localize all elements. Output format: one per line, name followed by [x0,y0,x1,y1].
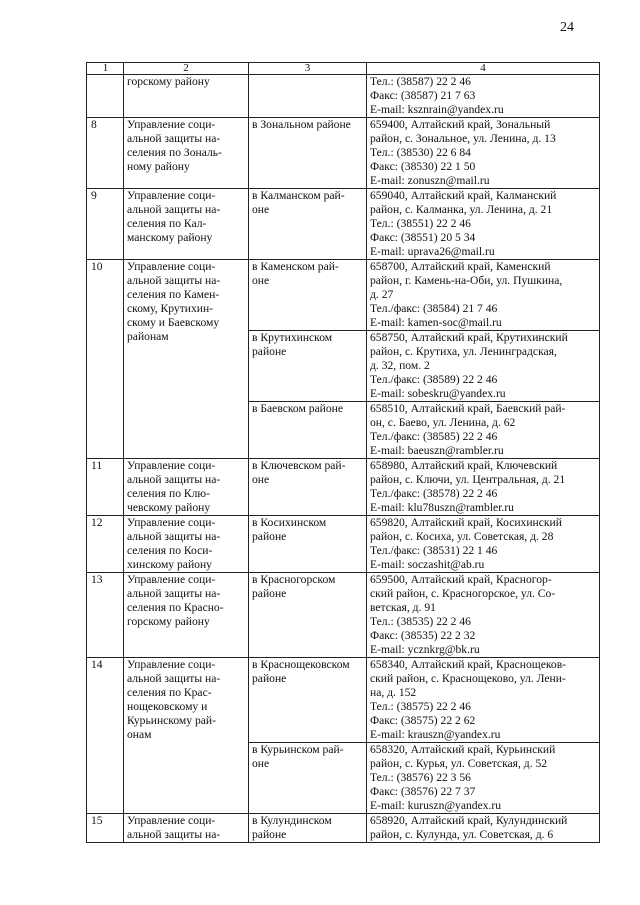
contact-info-line: район, с. Зональное, ул. Ленина, д. 13 [370,132,556,145]
contact-info-line: 659820, Алтайский край, Косихинский [370,516,562,529]
table-body [87,63,600,843]
district-cell [249,743,367,814]
organization-line: селения по Крас- [127,686,212,699]
row-number-cell: 12 [87,516,124,573]
column-number-header-row [87,63,600,75]
contact-info-line: E-mail: baeuszn@rambler.ru [370,444,504,457]
contact-info-line: 658700, Алтайский край, Каменский [370,260,551,273]
district-line: в Кулундинском [252,814,332,827]
contact-info-cell [367,260,600,331]
organization-line: селения по Клю- [127,487,210,500]
contact-info-line: E-mail: zonuszn@mail.ru [370,174,490,187]
contact-info-line: район, с. Кулунда, ул. Советская, д. 6 [370,828,554,841]
contact-info-line: Тел.: (38576) 22 3 56 [370,771,471,784]
district-cell [249,331,367,402]
organization-line: альной защиты на- [127,587,221,600]
organization-cell [124,516,249,573]
organization-line: Управление соци- [127,658,216,671]
organization-line: нощековскому и [127,700,208,713]
organization-line: селения по Красно- [127,601,224,614]
district-cell [249,658,367,743]
contact-info-line: Тел.: (38535) 22 2 46 [370,615,471,628]
contact-info-line: Тел./факс: (38584) 21 7 46 [370,302,498,315]
organization-line: альной защиты на- [127,132,221,145]
organization-cell [124,75,249,118]
contact-info-line: район, с. Косиха, ул. Советская, д. 28 [370,530,554,543]
contact-info-cell [367,814,600,843]
table-row [87,118,600,189]
district-line: в Косихинском [252,516,327,529]
row-number-cell: 14 [87,658,124,814]
district-line: в Калманском рай- [252,189,345,202]
organization-cell [124,260,249,459]
contact-info-line: Факс: (38587) 21 7 63 [370,89,476,102]
contact-info-line: Тел./факс: (38578) 22 2 46 [370,487,498,500]
table-row [87,260,600,331]
table-row [87,75,600,118]
organization-line: хинскому району [127,558,212,571]
organization-line: Управление соци- [127,516,216,529]
district-line: в Краснощековском [252,658,350,671]
district-line: районе [252,587,287,600]
contact-info-cell [367,573,600,658]
table-row [87,459,600,516]
district-line: районе [252,530,287,543]
contact-info-line: 659040, Алтайский край, Калманский [370,189,557,202]
contact-info-line: Тел.: (38551) 22 2 46 [370,217,471,230]
organization-line: манскому району [127,231,213,244]
row-number-cell [87,75,124,118]
organization-line: Управление соци- [127,118,216,131]
organization-line: селения по Камен- [127,288,220,301]
district-line: районе [252,828,287,841]
organization-cell [124,573,249,658]
organization-cell [124,814,249,843]
organization-line: селения по Коси- [127,544,213,557]
contact-info-line: 659500, Алтайский край, Красногор- [370,573,552,586]
contact-info-line: E-mail: krauszn@yandex.ru [370,728,501,741]
contact-info-cell [367,743,600,814]
organization-line: Управление соци- [127,260,216,273]
table-row [87,516,600,573]
contact-info-cell [367,658,600,743]
district-line: в Ключевском рай- [252,459,346,472]
organization-cell [124,658,249,814]
column-number-4: 4 [367,63,600,75]
contact-info-line: E-mail: kuruszn@yandex.ru [370,799,502,812]
organization-line: Управление соци- [127,189,216,202]
contact-info-line: д. 27 [370,288,394,301]
contact-info-line: Тел./факс: (38585) 22 2 46 [370,430,498,443]
row-number-cell: 8 [87,118,124,189]
contact-info-line: 658510, Алтайский край, Баевский рай- [370,402,566,415]
district-line: в Крутихинском [252,331,333,344]
contact-info-line: ветская, д. 91 [370,601,436,614]
district-cell [249,814,367,843]
contact-info-cell [367,75,600,118]
organization-line: районам [127,330,169,343]
contact-info-line: E-mail: kamen-soc@mail.ru [370,316,502,329]
contact-info-line: ский район, с. Краснощеково, ул. Лени- [370,672,566,685]
district-line: районе [252,345,287,358]
organization-line: Управление соци- [127,459,216,472]
contact-info-cell [367,331,600,402]
district-line: в Зональном районе [252,118,351,131]
social-protection-offices-table [86,62,600,843]
contact-info-line: Факс: (38551) 20 5 34 [370,231,476,244]
contact-info-line: он, с. Баево, ул. Ленина, д. 62 [370,416,516,429]
district-line: в Курьинском рай- [252,743,344,756]
organization-line: Управление соци- [127,814,216,827]
district-cell [249,189,367,260]
row-number-cell: 10 [87,260,124,459]
district-cell [249,516,367,573]
contact-info-line: 658320, Алтайский край, Курьинский [370,743,556,756]
organization-line: альной защиты на- [127,828,221,841]
contact-info-line: E-mail: ksznrain@yandex.ru [370,103,504,116]
contact-info-line: Тел./факс: (38589) 22 2 46 [370,373,498,386]
contact-info-line: 659400, Алтайский край, Зональный [370,118,551,131]
district-cell [249,402,367,459]
contact-info-line: E-mail: sobeskru@yandex.ru [370,387,506,400]
contact-info-line: Тел./факс: (38531) 22 1 46 [370,544,498,557]
district-cell [249,459,367,516]
contact-info-line: Тел.: (38587) 22 2 46 [370,75,471,88]
row-number-cell: 13 [87,573,124,658]
organization-line: альной защиты на- [127,473,221,486]
table-row [87,189,600,260]
organization-line: горскому району [127,615,210,628]
district-cell [249,260,367,331]
organization-line: ному району [127,160,190,173]
organization-cell [124,118,249,189]
district-line: оне [252,203,270,216]
organization-line: онам [127,728,152,741]
table-row [87,814,600,843]
district-cell [249,118,367,189]
organization-line: скому и Баевскому [127,316,220,329]
row-number-cell: 9 [87,189,124,260]
contact-info-line: на, д. 152 [370,686,417,699]
row-number-cell: 15 [87,814,124,843]
organization-line: селения по Зональ- [127,146,222,159]
organization-line: селения по Кал- [127,217,207,230]
district-line: оне [252,757,270,770]
contact-info-line: Тел.: (38575) 22 2 46 [370,700,471,713]
column-number-2: 2 [124,63,249,75]
contact-info-line: район, с. Крутиха, ул. Ленинградская, [370,345,557,358]
contact-info-line: д. 32, пом. 2 [370,359,430,372]
organization-line: горскому району [127,75,210,88]
district-line: в Красногорском [252,573,336,586]
organization-cell [124,459,249,516]
contact-info-line: ский район, с. Красногорское, ул. Со- [370,587,556,600]
contact-info-line: Тел.: (38530) 22 6 84 [370,146,471,159]
contact-info-cell [367,459,600,516]
district-line: в Баевском районе [252,402,344,415]
contact-info-line: Факс: (38530) 22 1 50 [370,160,476,173]
contact-info-line: район, с. Курья, ул. Советская, д. 52 [370,757,548,770]
district-cell [249,573,367,658]
contact-info-cell [367,402,600,459]
contact-info-line: 658980, Алтайский край, Ключевский [370,459,558,472]
row-number-cell: 11 [87,459,124,516]
contact-info-line: E-mail: soczashit@ab.ru [370,558,485,571]
organization-line: Курьинскому рай- [127,714,216,727]
district-line: в Каменском рай- [252,260,339,273]
contact-info-line: район, с. Ключи, ул. Центральная, д. 21 [370,473,566,486]
organization-line: альной защиты на- [127,672,221,685]
table-row [87,658,600,743]
column-number-1: 1 [87,63,124,75]
contact-info-line: район, г. Камень-на-Оби, ул. Пушкина, [370,274,563,287]
organization-cell [124,189,249,260]
district-line: оне [252,274,270,287]
contact-info-cell [367,118,600,189]
organization-line: альной защиты на- [127,274,221,287]
contact-info-cell [367,516,600,573]
organization-line: Управление соци- [127,573,216,586]
contact-info-line: E-mail: uprava26@mail.ru [370,245,495,258]
organization-line: скому, Крутихин- [127,302,214,315]
contact-info-line: 658920, Алтайский край, Кулундинский [370,814,568,827]
page-number: 24 [560,20,574,35]
district-line: оне [252,473,270,486]
contact-info-cell [367,189,600,260]
district-cell [249,75,367,118]
contact-info-line: район, с. Калманка, ул. Ленина, д. 21 [370,203,553,216]
contact-info-line: Факс: (38575) 22 2 62 [370,714,476,727]
column-number-3: 3 [249,63,367,75]
contact-info-line: E-mail: klu78uszn@rambler.ru [370,501,514,514]
organization-line: альной защиты на- [127,530,221,543]
table-row [87,573,600,658]
district-line: районе [252,672,287,685]
contact-info-line: 658750, Алтайский край, Крутихинский [370,331,568,344]
organization-line: чевскому району [127,501,211,514]
contact-info-line: 658340, Алтайский край, Краснощеков- [370,658,567,671]
contact-info-line: E-mail: ycznkrg@bk.ru [370,643,480,656]
contact-info-line: Факс: (38535) 22 2 32 [370,629,476,642]
contact-info-line: Факс: (38576) 22 7 37 [370,785,476,798]
organization-line: альной защиты на- [127,203,221,216]
